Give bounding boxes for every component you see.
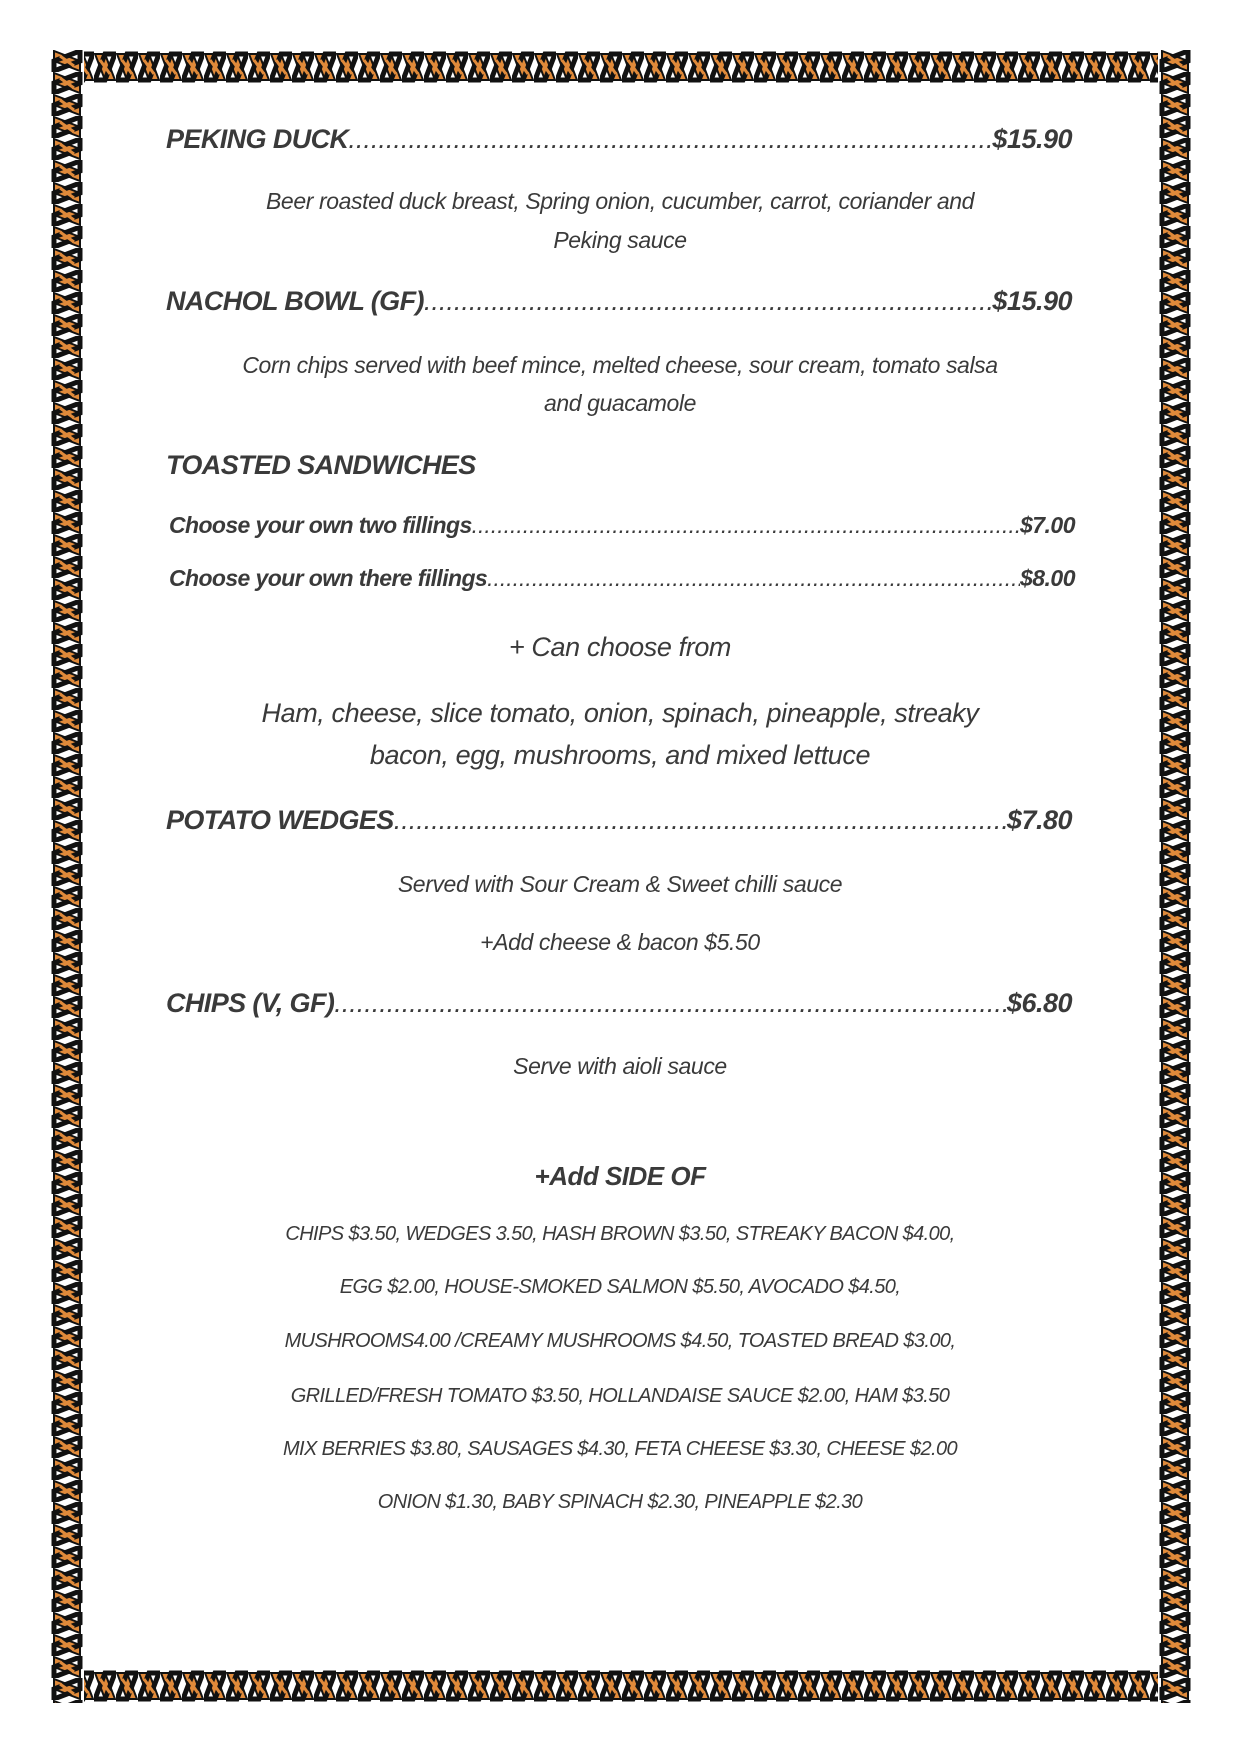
sides-line: ONION $1.30, BABY SPINACH $2.30, PINEAPPLE $2.30 — [377, 1491, 863, 1513]
item-price: $15.90 — [992, 124, 1072, 154]
menu-item-potato-wedges — [166, 805, 1072, 836]
item-name: PEKING DUCK — [166, 124, 349, 154]
sandwich-option-two-fillings — [169, 512, 1075, 539]
fillings-list: bacon, egg, mushrooms, and mixed lettuce — [369, 740, 871, 770]
choose-from-label: + Can choose from — [508, 632, 732, 662]
dot-leader — [424, 286, 993, 317]
menu-item-peking-duck — [166, 124, 1072, 155]
menu-item-nachol-bowl — [166, 286, 1072, 317]
item-name: CHIPS (V, GF) — [166, 988, 335, 1018]
item-description: Serve with aioli sauce — [513, 1053, 727, 1079]
item-description: Peking sauce — [553, 227, 687, 253]
option-name: Choose your own there fillings — [169, 565, 488, 591]
dot-leader — [472, 512, 1020, 539]
border-left — [50, 50, 84, 1703]
menu-item-chips — [166, 988, 1072, 1019]
sandwich-option-three-fillings — [169, 565, 1075, 592]
border-right — [1158, 50, 1192, 1703]
sides-line: GRILLED/FRESH TOMATO $3.50, HOLLANDAISE SAUCE $2.00, HAM $3.50 — [290, 1385, 950, 1407]
item-name: NACHOL BOWL (GF) — [166, 286, 424, 316]
sides-line: MUSHROOMS4.00 /CREAMY MUSHROOMS $4.50, TOASTED BREAD $3.00, — [284, 1330, 956, 1352]
option-price: $7.00 — [1019, 512, 1075, 538]
item-price: $6.80 — [1006, 988, 1072, 1018]
option-price: $8.00 — [1019, 565, 1075, 591]
dot-leader — [487, 565, 1020, 592]
item-description: Served with Sour Cream & Sweet chilli sauce — [397, 871, 843, 897]
item-description: Corn chips served with beef mince, melted cheese, sour cream, tomato salsa — [242, 352, 998, 378]
item-name: POTATO WEDGES — [166, 805, 394, 835]
dot-leader — [394, 805, 1007, 836]
sides-line: MIX BERRIES $3.80, SAUSAGES $4.30, FETA CHEESE $3.30, CHEESE $2.00 — [282, 1438, 958, 1460]
item-addon: +Add cheese & bacon $5.50 — [480, 929, 760, 955]
option-name: Choose your own two fillings — [169, 512, 472, 538]
item-description: and guacamole — [543, 390, 697, 416]
sides-line: EGG $2.00, HOUSE-SMOKED SALMON $5.50, AVOCADO $4.50, — [339, 1276, 901, 1298]
dot-leader — [348, 124, 992, 155]
item-price: $15.90 — [992, 286, 1072, 316]
item-price: $7.80 — [1006, 805, 1072, 835]
section-heading-add-side: +Add SIDE OF — [534, 1161, 706, 1191]
fillings-list: Ham, cheese, slice tomato, onion, spinach, pineapple, streaky — [261, 698, 979, 728]
border-bottom — [50, 1669, 1192, 1703]
item-description: Beer roasted duck breast, Spring onion, cucumber, carrot, coriander and — [265, 188, 974, 214]
border-top — [50, 50, 1192, 84]
section-heading-toasted-sandwiches: TOASTED SANDWICHES — [166, 450, 476, 480]
sides-line: CHIPS $3.50, WEDGES 3.50, HASH BROWN $3.50, STREAKY BACON $4.00, — [285, 1223, 955, 1245]
dot-leader — [334, 988, 1007, 1019]
